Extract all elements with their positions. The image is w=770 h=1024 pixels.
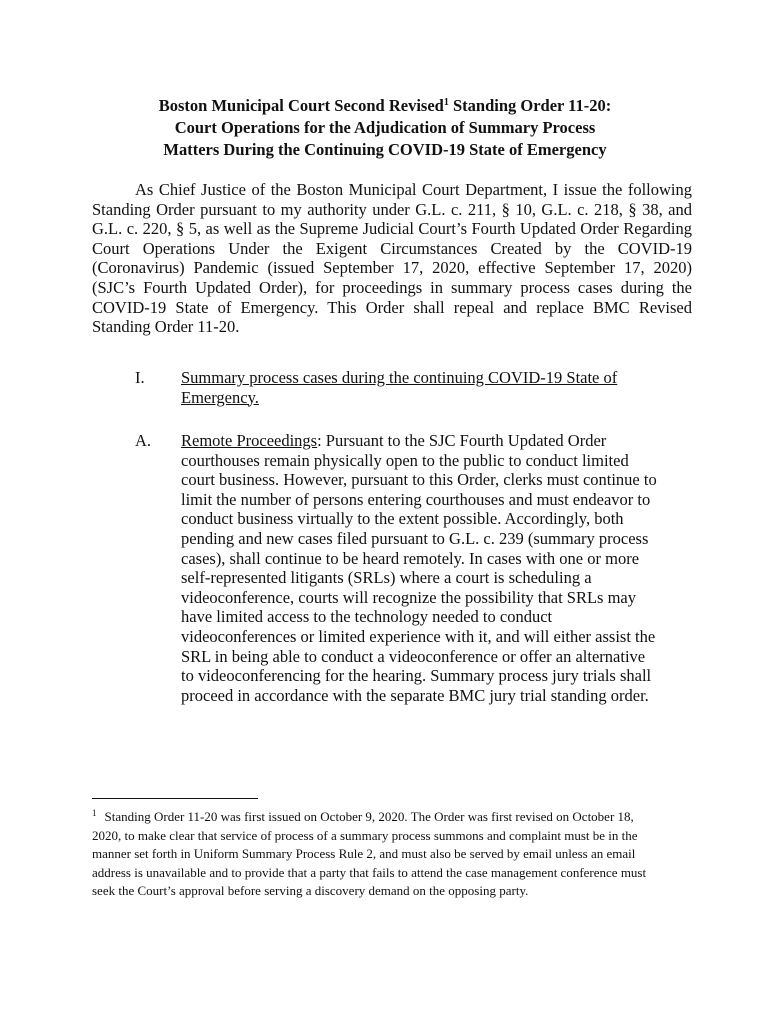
section-a-paragraph bbox=[181, 431, 659, 705]
section-a-letter: A. bbox=[135, 431, 152, 450]
title-line-2: Court Operations for the Adjudication of Summary Process bbox=[174, 118, 596, 137]
title-line-1-suffix: Standing Order 11-20: bbox=[448, 96, 612, 115]
title-line-3: Matters During the Continuing COVID-19 State of Emergency bbox=[163, 140, 607, 159]
footnote bbox=[92, 808, 664, 901]
title-line-1-text: Boston Municipal Court Second Revised bbox=[158, 96, 444, 115]
footnote-text: Standing Order 11-20 was first issued on October 9, 2020. The Order was first revised on October 18, 2020, to make clear that service of process of a summary process summons and complaint must be in the manner set forth in Uniform Summary Process Rule 2, and must also be served by email unless an email address is unavailable and to provide that a party that fails to attend the case management conference must seek the Court’s approval before serving a discovery demand on the opposing party. bbox=[92, 809, 647, 899]
section-a-body: : Pursuant to the SJC Fourth Updated Order courthouses remain physically open to the public to conduct limited court business. However, pursuant to this Order, clerks must continue to limit the number of persons entering courthouses and must endeavor to conduct business virtually to the extent possible. Accordingly, both pending and new cases filed pursuant to G.L. c. 239 (summary process cases), shall continue to be heard remotely. In cases with one or more self-represented litigants (SRLs) where a court is scheduling a videoconference, courts will recognize the possibility that SRLs may have limited access to the technology needed to conduct videoconferences or limited experience with it, and will either assist the SRL in being able to conduct a videoconference or offer an alternative to videoconferencing for the hearing. Summary process jury trials shall proceed in accordance with the separate BMC jury trial standing order. bbox=[181, 431, 657, 705]
footnote-separator bbox=[92, 798, 258, 799]
footnote-marker: 1 bbox=[92, 808, 97, 818]
title-line-1 bbox=[0, 95, 770, 117]
document-title bbox=[0, 95, 770, 161]
footnote-reference: 1 bbox=[443, 97, 449, 108]
section-a-heading: Remote Proceedings bbox=[181, 431, 318, 450]
section-1-heading: Summary process cases during the continuing COVID-19 State of Emergency. bbox=[181, 368, 618, 407]
intro-paragraph: As Chief Justice of the Boston Municipal Court Department, I issue the following Standing Order pursuant to my authority under G.L. c. 211, § 10, G.L. c. 218, § 38, and G.L. c. 220, § 5, as well as the Supreme Judicial Court’s Fourth Updated Order Regarding Court Operations Under the Exigent Circumstances Created by the COVID-19 (Coronavirus) Pandemic (issued September 17, 2020, effective September 17, 2020) (SJC’s Fourth Updated Order), for proceedings in summary process cases during the COVID-19 State of Emergency. This Order shall repeal and replace BMC Revised Standing Order 11-20. bbox=[92, 180, 692, 337]
section-1-number: I. bbox=[135, 368, 145, 387]
